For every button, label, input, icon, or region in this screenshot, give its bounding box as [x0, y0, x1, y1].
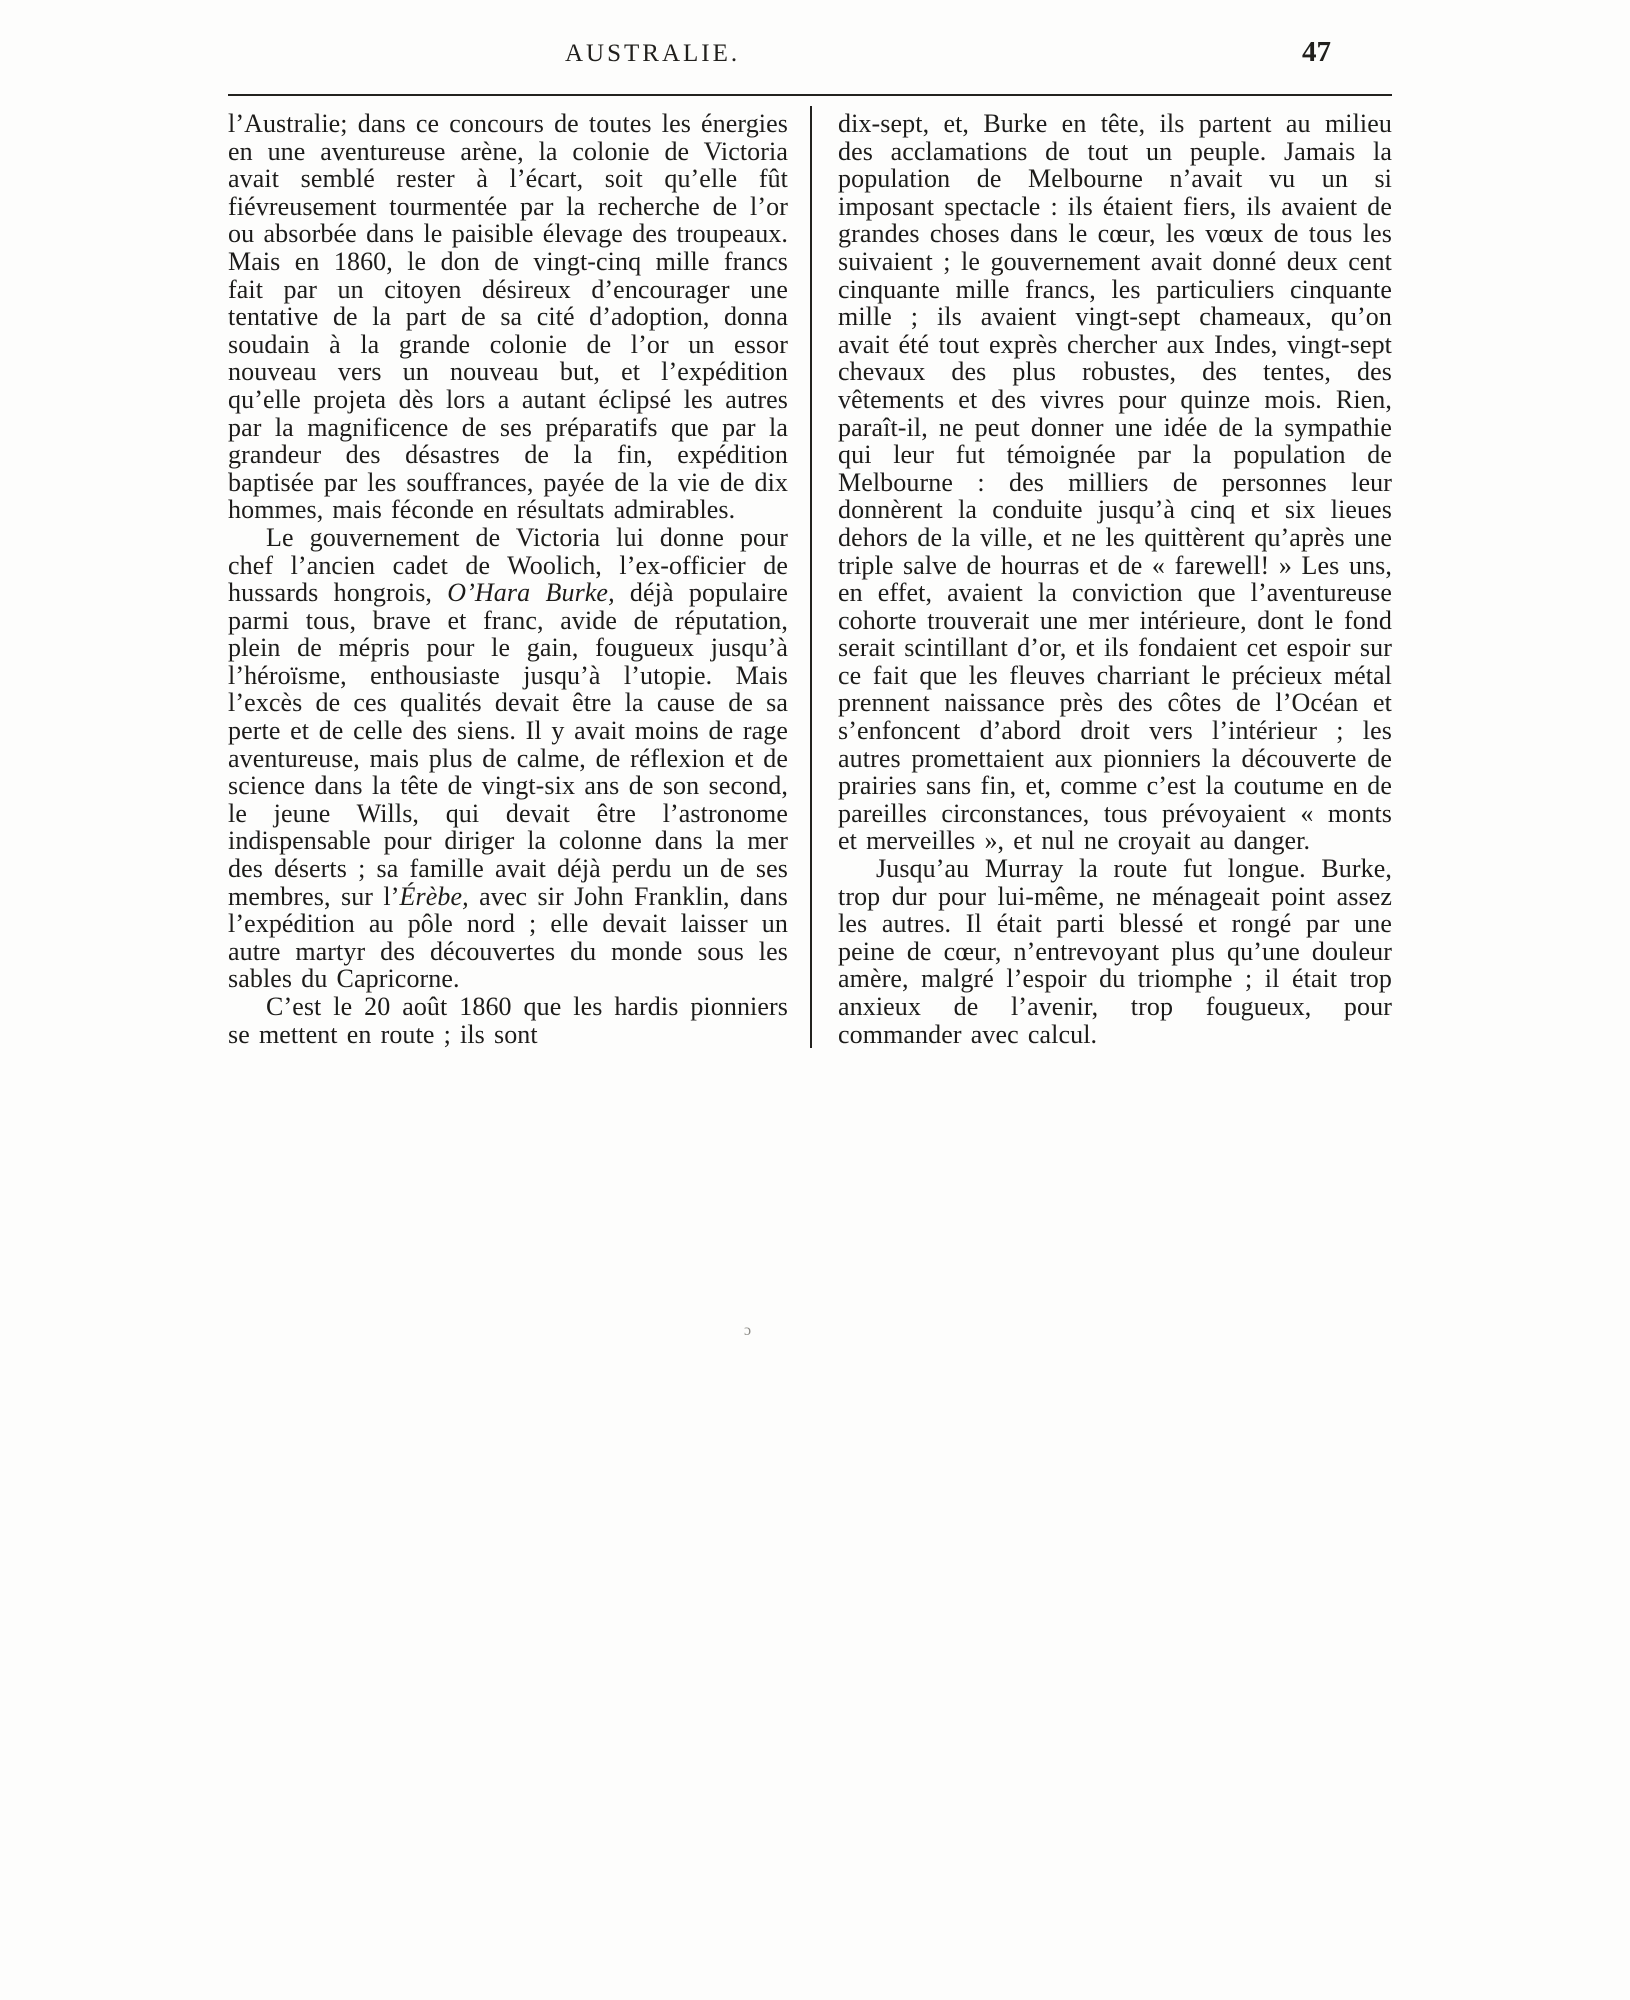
paragraph-text: Le gouvernement de Victoria lui donne pour chef l’ancien cadet de Woolich, l’ex-officier de hussards hongrois,	[228, 522, 788, 608]
paragraph: C’est le 20 août 1860 que les hardis pionniers se mettent en route ; ils sont	[228, 992, 788, 1049]
paragraph-continuation: dix-sept, et, Burke en tête, ils partent au milieu des acclamations de tout un peuple. Jamais la population de Melbourne n’avait vu un si imposant spectacle : ils étaient fiers, ils avaient de grandes choses dans le cœur, les vœux de tous les suivaient ; le gouvernement avait donné deux cent cinquante mille francs, les particuliers cinquante mille ; ils avaient vingt-sept chameaux, qu’on avait été tout exprès chercher aux Indes, vingt-sept chevaux des plus robustes, des tentes, des vêtements et des vivres pour quinze mois. Rien, paraît-il, ne peut donner une idée de la sympathie qui leur fut témoignée par la population de Melbourne : des milliers de personnes leur donnèrent la conduite jusqu’à cinq et six lieues dehors de la ville, et ne les quittèrent qu’après une triple salve de hourras et de « farewell! » Les uns, en effet, avaient la conviction que l’aventureuse cohorte trouverait une mer intérieure, dont le fond serait scintillant d’or, et ils fondaient cet espoir sur ce fait que les fleuves charriant le précieux métal prennent naissance près des côtes de l’Océan et s’enfoncent d’abord droit vers l’intérieur ; les autres promettaient aux pionniers la découverte de prairies sans fin, et, comme c’est la coutume en de pareilles circonstances, tous prévoyaient « monts et merveilles », et nul ne croyait au danger.	[838, 109, 1392, 856]
ink-mark: ɔ	[744, 1322, 752, 1339]
italic-person-name: O’Hara Burke,	[447, 578, 615, 608]
italic-ship-name: Érèbe,	[399, 881, 469, 911]
page-number: 47	[1302, 36, 1331, 68]
paragraph-continuation: l’Australie; dans ce concours de toutes les énergies en une aventureuse arène, la colonie de Victoria avait semblé rester à l’écart, soit qu’elle fût fiévreusement tourmentée par la recherche de l’or ou absorbée dans le paisible élevage des troupeaux. Mais en 1860, le don de vingt-cinq mille francs fait par un citoyen désireux d’encourager une tentative de la part de sa cité d’adoption, donna soudain à la grande colonie de l’or un essor nouveau vers un nouveau but, et l’expédition qu’elle projeta dès lors a autant éclipsé les autres par la magnificence de ses préparatifs que par la grandeur des désastres de la fin, expédition baptisée par les souffrances, payée de la vie de dix hommes, mais féconde en résultats admirables.	[228, 109, 788, 525]
header-rule	[228, 94, 1392, 96]
paragraph-text: avec sir John Franklin, dans l’expédition au pôle nord ; elle devait laisser un autre martyr des découvertes du monde sous les sables du Capricorne.	[228, 881, 788, 994]
left-column	[228, 106, 812, 1048]
paragraph: Jusqu’au Murray la route fut longue. Burke, trop dur pour lui-même, ne ménageait point assez les autres. Il était parti blessé et rongé par une peine de cœur, n’entrevoyant plus qu’une douleur amère, malgré l’espoir du triomphe ; il était trop anxieux de l’avenir, trop fougueux, pour commander avec calcul.	[838, 854, 1392, 1049]
paragraph-text: déjà populaire parmi tous, brave et franc, avide de réputation, plein de mépris pour le gain, fougueux jusqu’à l’héroïsme, enthousiaste jusqu’à l’utopie. Mais l’excès de ces qualités devait être la cause de sa perte et de celle des siens. Il y avait moins de rage aventureuse, mais plus de calme, de réflexion et de science dans la tête de vingt-six ans de son second, le jeune Wills, qui devait être l’astronome indispensable pour diriger la colonne dans la mer des déserts ; sa famille avait déjà perdu un de ses membres, sur l’	[228, 578, 788, 911]
paragraph	[228, 524, 788, 993]
running-head-title: AUSTRALIE.	[565, 40, 741, 67]
right-column	[812, 106, 1392, 1048]
text-columns	[228, 106, 1392, 1048]
